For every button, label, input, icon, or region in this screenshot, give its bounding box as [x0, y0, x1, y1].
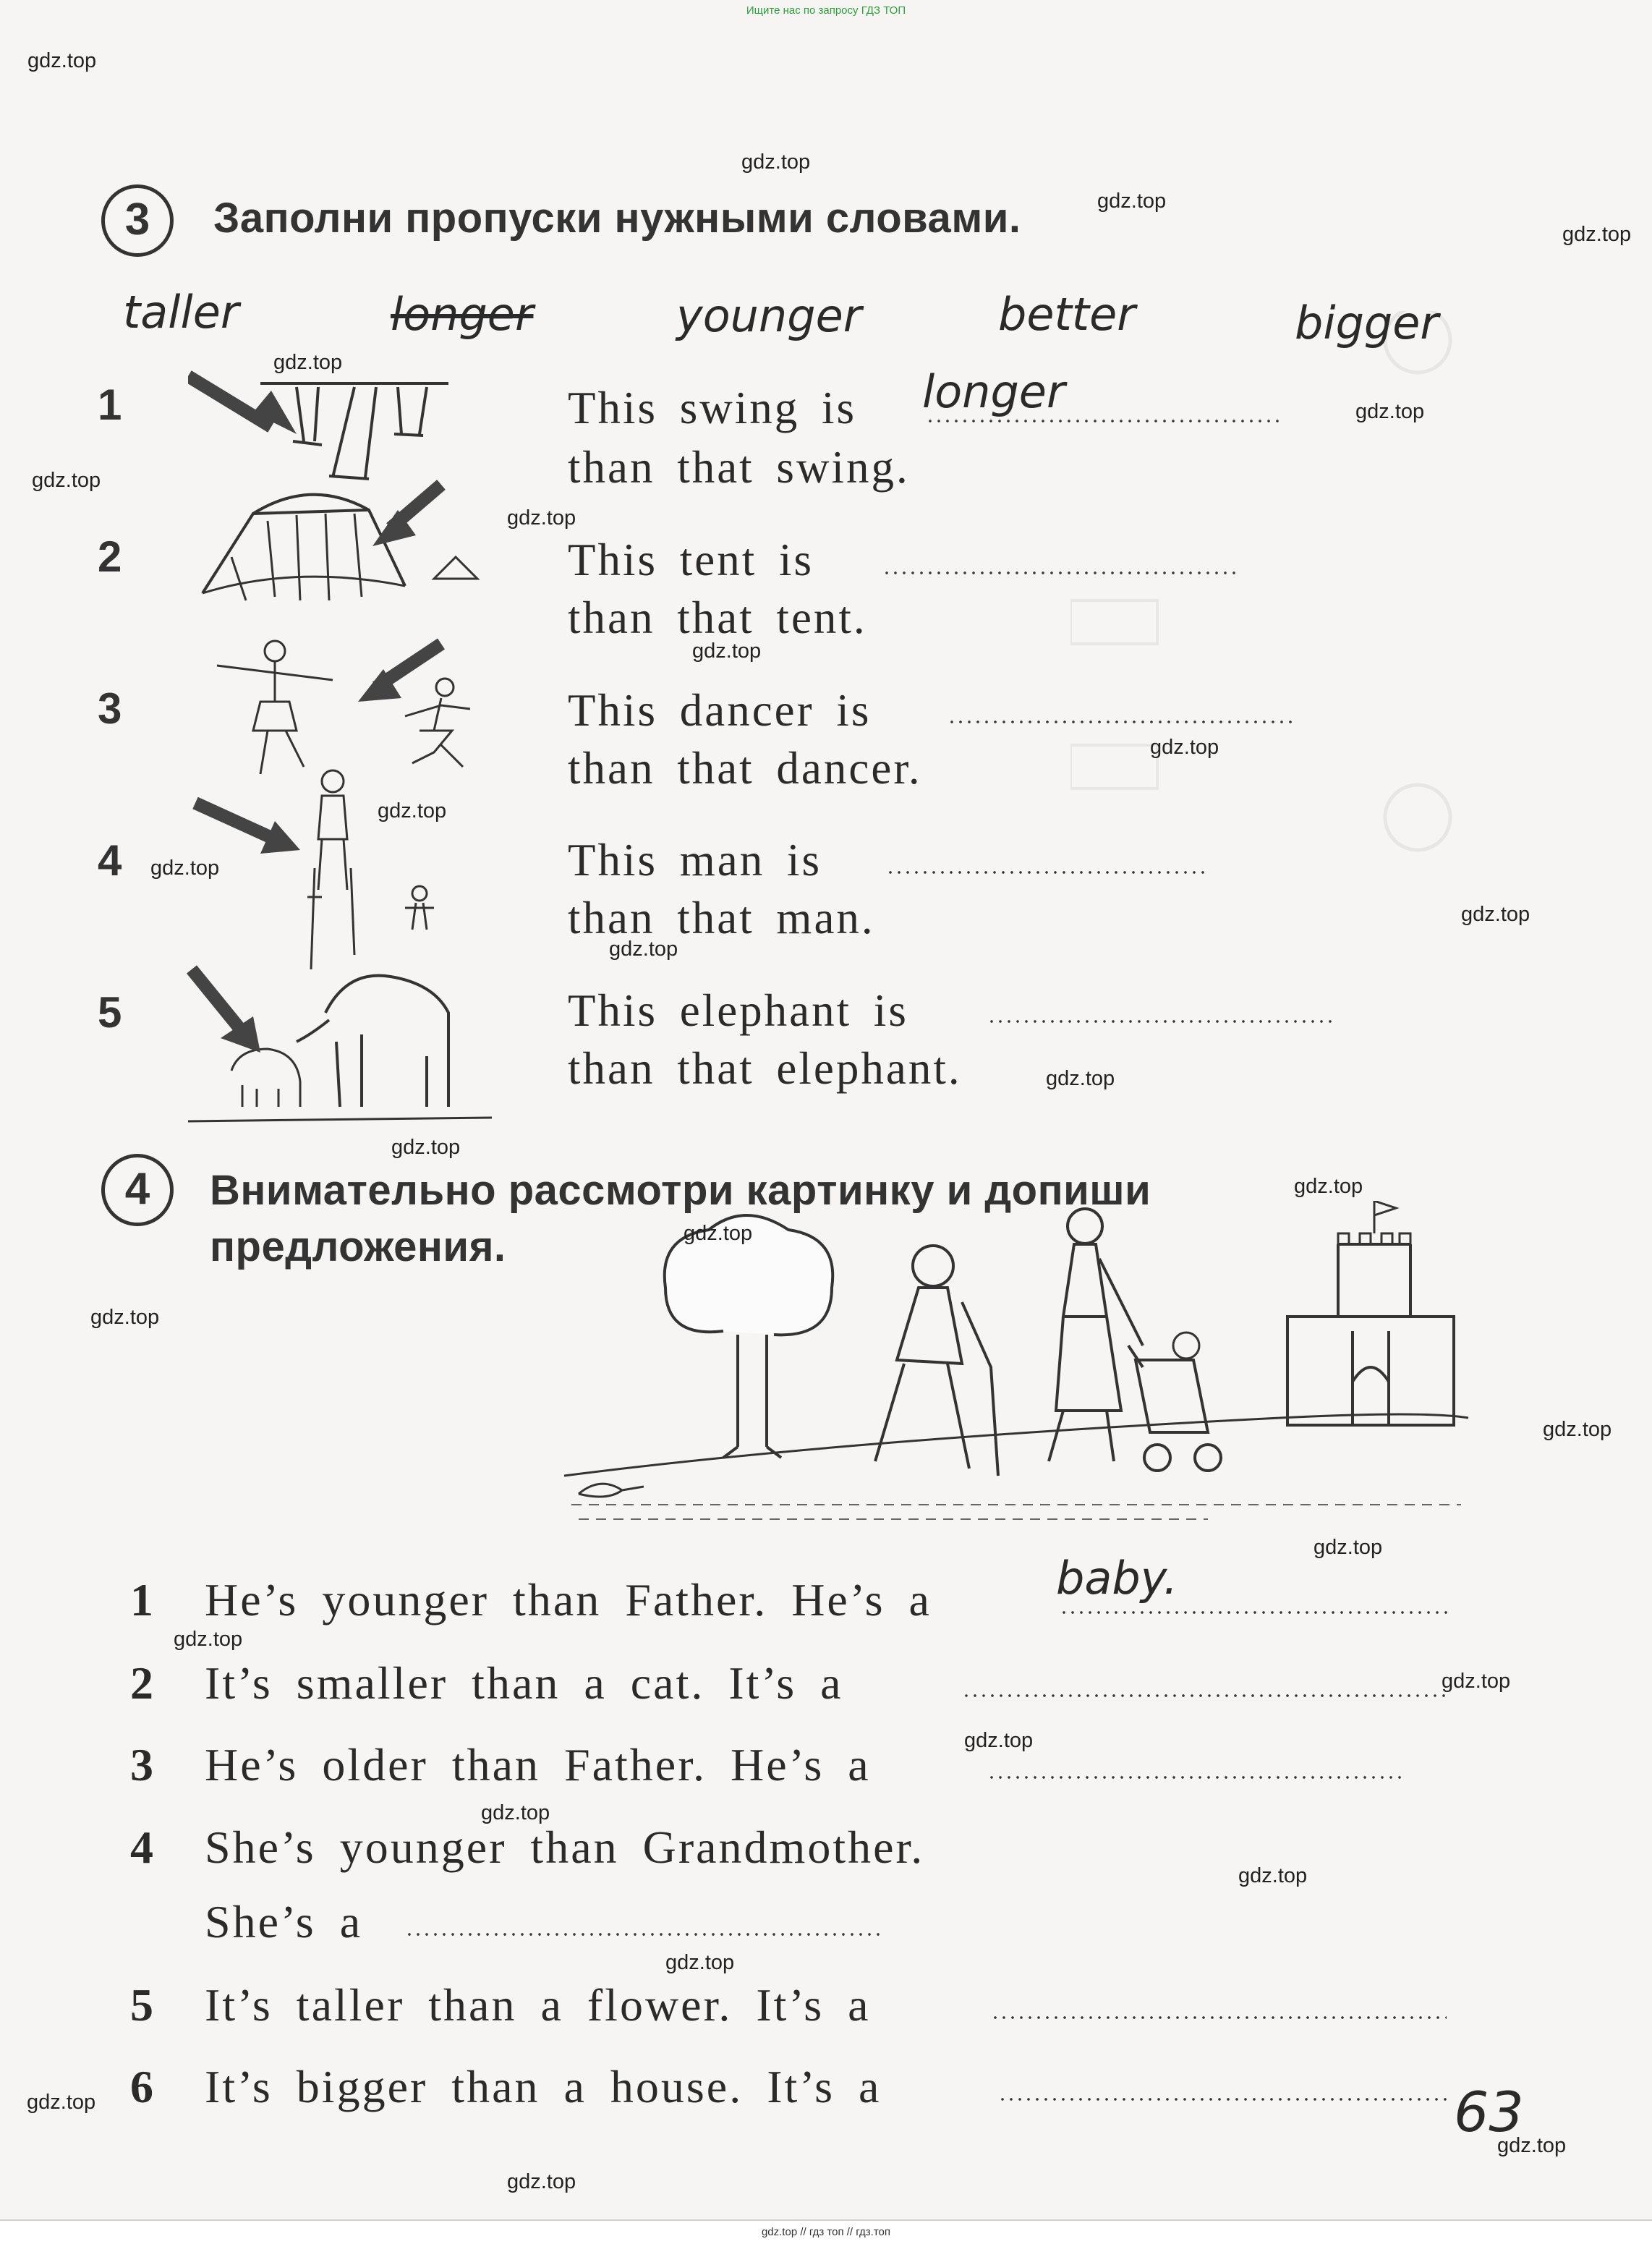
answer-blank[interactable] [962, 1694, 1450, 1697]
item-number: 3 [98, 684, 122, 733]
watermark: gdz.top [507, 2170, 576, 2193]
watermark: gdz.top [665, 1951, 735, 1974]
watermark: gdz.top [90, 1306, 160, 1329]
answer-blank[interactable] [886, 871, 1204, 874]
item-number: 5 [130, 1979, 153, 2031]
watermark: gdz.top [1461, 903, 1530, 926]
watermark: gdz.top [1562, 223, 1632, 246]
item-number: 1 [98, 381, 122, 429]
item-number: 3 [130, 1739, 153, 1790]
item-number: 2 [130, 1657, 153, 1709]
watermark: gdz.top [684, 1222, 753, 1245]
sentence-part: This man is [568, 835, 822, 885]
task3-number: 3 [101, 184, 174, 257]
dancers-illustration [203, 629, 514, 781]
watermark: gdz.top [1442, 1670, 1511, 1693]
sentence-part: than that elephant. [568, 1043, 962, 1094]
item-number: 1 [130, 1574, 153, 1625]
word-bank-item: younger [676, 289, 862, 342]
answer-blank[interactable] [1060, 1611, 1450, 1614]
page-number: 63 [1454, 2080, 1524, 2144]
park-scene-illustration [557, 1201, 1476, 1534]
sentence: He’s younger than Father. He’s a [205, 1574, 932, 1625]
item-number: 4 [98, 836, 122, 885]
answer-blank[interactable] [987, 1776, 1403, 1779]
watermark: gdz.top [1150, 736, 1219, 759]
sentence: She’s a [205, 1896, 363, 1947]
item-number: 4 [130, 1822, 153, 1873]
handwritten-answer: baby. [1056, 1552, 1178, 1605]
task4-number: 4 [101, 1154, 174, 1226]
sentence-part: This tent is [568, 535, 814, 585]
task3-instruction: Заполни пропуски нужными словами. [213, 195, 1021, 242]
word-bank-item: bigger [1295, 297, 1439, 349]
watermark: gdz.top [609, 938, 678, 961]
watermark: gdz.top [1313, 1536, 1383, 1559]
sentence: It’s bigger than a house. It’s a [205, 2061, 882, 2112]
sentence: He’s older than Father. He’s a [205, 1739, 871, 1790]
handwritten-answer: longer [922, 365, 1065, 418]
sentence-part: This elephant is [568, 985, 908, 1036]
site-footer: gdz.top // гдз топ // гдз.топ [0, 2219, 1652, 2244]
site-banner: Ищите нас по запросу ГДЗ ТОП [746, 4, 906, 17]
answer-blank[interactable] [882, 571, 1237, 574]
sentence-part: than that swing. [568, 442, 910, 493]
watermark: gdz.top [378, 799, 447, 823]
task4-instruction: Внимательно рассмотри картинку и допиши [210, 1167, 1151, 1214]
task4-instruction: предложения. [210, 1223, 506, 1270]
answer-blank[interactable] [987, 1020, 1334, 1023]
watermark: gdz.top [1294, 1175, 1363, 1198]
word-bank-item-crossed: longer [391, 288, 534, 341]
answer-blank[interactable] [991, 2016, 1447, 2019]
tent-illustration [188, 470, 528, 615]
answer-blank[interactable] [948, 721, 1295, 723]
watermark: gdz.top [273, 351, 343, 374]
watermark: gdz.top [1097, 190, 1167, 213]
watermark: gdz.top [741, 150, 811, 174]
watermark: gdz.top [692, 639, 762, 663]
watermark: gdz.top [1355, 400, 1425, 423]
watermark: gdz.top [150, 857, 220, 880]
item-number: 2 [98, 532, 122, 581]
watermark: gdz.top [481, 1801, 550, 1824]
sentence-part: than that dancer. [568, 743, 922, 794]
sentence: She’s younger than Grandmother. [205, 1822, 925, 1873]
stilts-man-illustration [181, 767, 463, 977]
watermark: gdz.top [391, 1136, 461, 1159]
watermark: gdz.top [174, 1628, 243, 1651]
sentence-part: This dancer is [568, 685, 872, 736]
answer-blank[interactable] [998, 2098, 1450, 2101]
sentence: It’s smaller than a cat. It’s a [205, 1657, 843, 1709]
watermark: gdz.top [1238, 1864, 1308, 1887]
answer-blank[interactable] [926, 420, 1280, 422]
word-bank-item: better [998, 288, 1136, 341]
sentence-part: than that tent. [568, 592, 867, 643]
watermark: gdz.top [964, 1729, 1034, 1752]
watermark: gdz.top [27, 2091, 96, 2114]
watermark: gdz.top [1046, 1067, 1115, 1090]
sentence: It’s taller than a flower. It’s a [205, 1979, 871, 2031]
item-number: 5 [98, 988, 122, 1037]
watermark: gdz.top [1497, 2134, 1567, 2157]
watermark: gdz.top [1543, 1418, 1612, 1441]
answer-blank[interactable] [405, 1933, 882, 1936]
sentence-part: than that man. [568, 893, 875, 943]
sentence-part: This swing is [568, 383, 857, 433]
word-bank-item: taller [123, 286, 239, 339]
watermark: gdz.top [32, 469, 101, 492]
watermark: gdz.top [27, 49, 97, 72]
item-number: 6 [130, 2061, 153, 2112]
elephants-illustration [174, 955, 499, 1136]
watermark: gdz.top [507, 506, 576, 530]
